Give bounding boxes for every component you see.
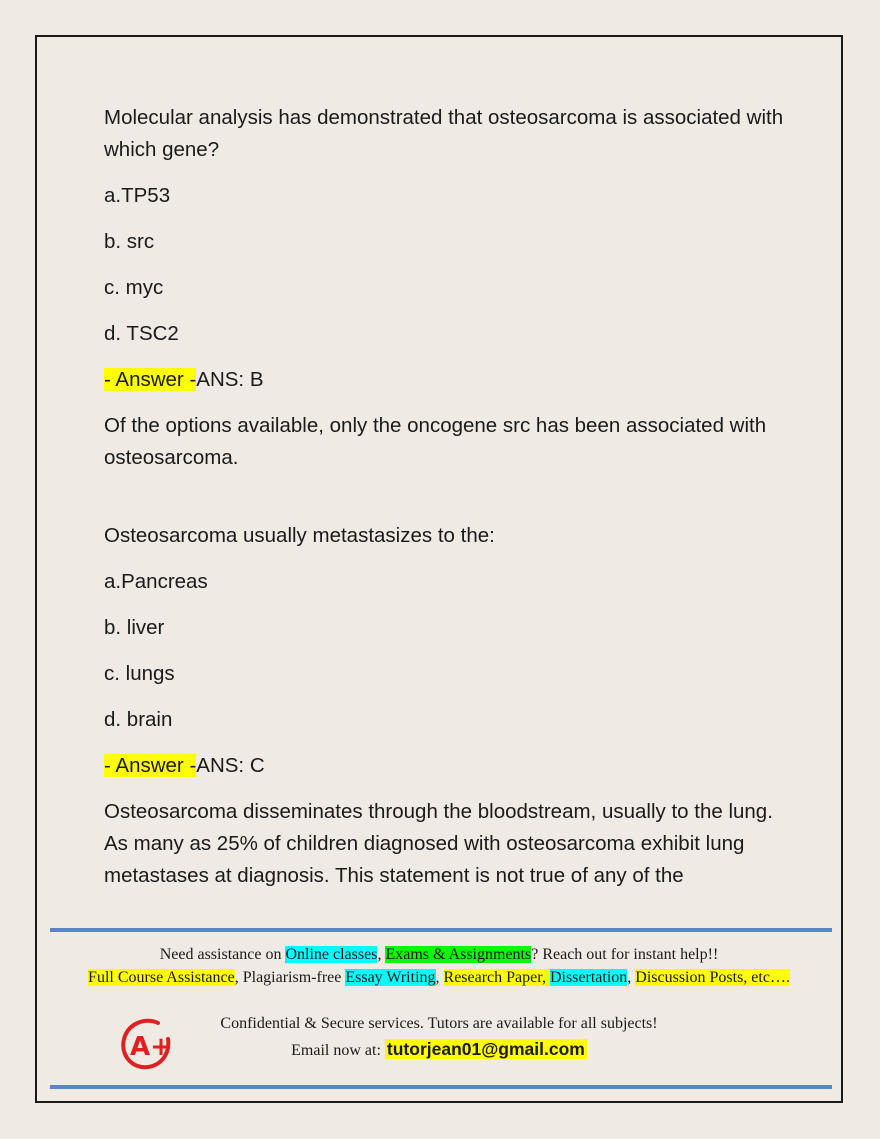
answer-label: - Answer -	[104, 754, 197, 777]
answer-label: - Answer -	[104, 368, 197, 391]
footer-rule-bottom	[50, 1085, 832, 1089]
email-prefix: Email now at:	[291, 1042, 385, 1059]
logo-text: A+	[130, 1032, 172, 1062]
footer-text: ? Reach out for instant help!!	[531, 946, 719, 963]
question-1-option-c: c. myc	[104, 276, 164, 299]
essay-writing: Essay Writing	[345, 969, 436, 986]
footer-line-1	[36, 944, 842, 966]
question-1-option-a: a.TP53	[104, 184, 171, 207]
question-1-option-b: b. src	[104, 230, 155, 253]
question-2-answer	[104, 750, 784, 782]
answer-value: ANS: B	[196, 368, 264, 391]
question-2-option-a: a.Pancreas	[104, 570, 208, 593]
footer-text: ,	[377, 946, 386, 963]
footer-rule-top	[50, 928, 832, 932]
spacer	[104, 488, 784, 520]
question-1-answer	[104, 364, 784, 396]
online-classes-link: Online classes	[285, 946, 378, 963]
footer-line-2	[36, 967, 842, 989]
question-2-option-b: b. liver	[104, 616, 165, 639]
email-address[interactable]: tutorjean01@gmail.com	[386, 1039, 585, 1059]
research-paper: Research Paper,	[443, 969, 550, 986]
question-2-option-d: d. brain	[104, 708, 173, 731]
footer-text: ,	[627, 969, 636, 986]
discussion-posts: Discussion Posts, etc….	[635, 969, 790, 986]
dissertation: Dissertation	[549, 969, 628, 986]
question-2-text: Osteosarcoma usually metastasizes to the:	[104, 524, 495, 547]
footer-text: , Plagiarism-free	[234, 969, 346, 986]
document-body	[104, 102, 784, 906]
question-1-explanation: Of the options available, only the oncogene src has been associated with osteosarcoma.	[104, 414, 767, 469]
full-course-assistance: Full Course Assistance	[88, 969, 235, 986]
question-2-explanation: Osteosarcoma disseminates through the bloodstream, usually to the lung. As many as 25% of children diagnosed with osteosarcoma exhibit lung metastases at diagnosis. This statement is not true of any of the	[104, 800, 773, 887]
footer-line-3: Confidential & Secure services. Tutors are available for all subjects!	[220, 1015, 658, 1032]
footer-text: ,	[435, 969, 444, 986]
question-1-option-d: d. TSC2	[104, 322, 179, 345]
question-1-text: Molecular analysis has demonstrated that osteosarcoma is associated with which gene?	[104, 106, 784, 161]
exams-assignments-link: Exams & Assignments	[385, 946, 532, 963]
answer-value: ANS: C	[196, 754, 265, 777]
footer-email-line	[36, 1038, 842, 1062]
question-2-option-c: c. lungs	[104, 662, 175, 685]
footer-text: Need assistance on	[159, 946, 286, 963]
